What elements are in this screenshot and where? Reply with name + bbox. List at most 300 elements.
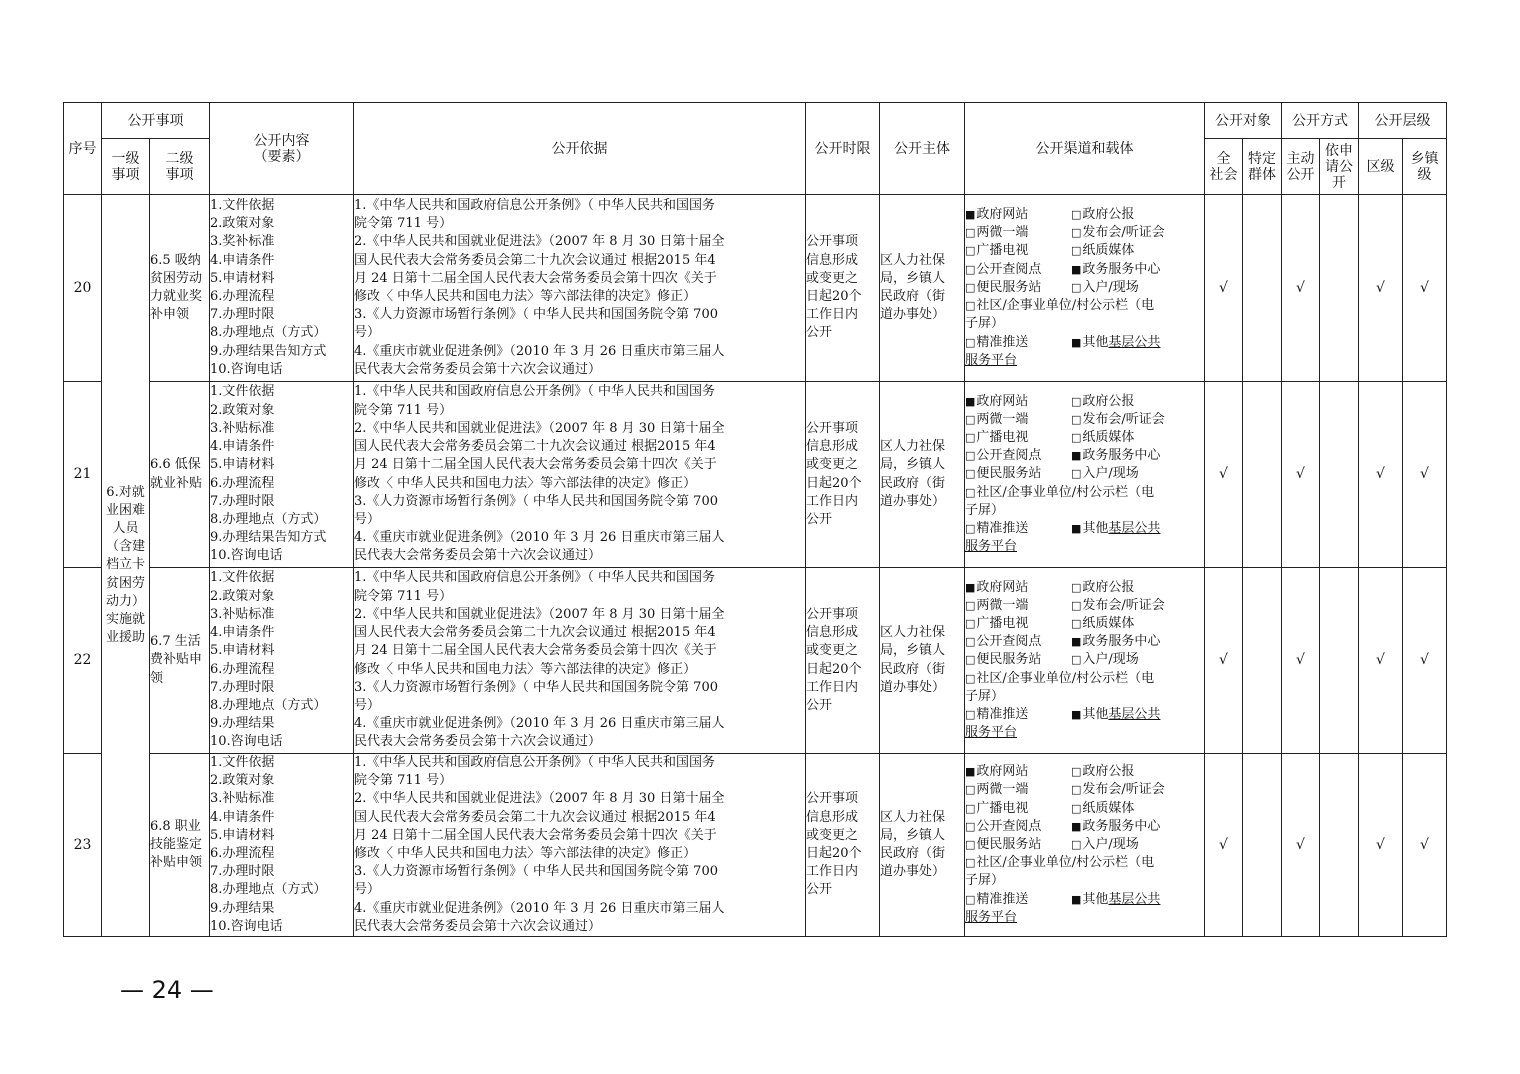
text-line: 2.政策对象 [210, 588, 275, 604]
header-seq: 序号 [64, 103, 102, 195]
text-line: 3.《人力资源市场暂行条例》（ 中华人民共和国国务院令第 700 [354, 493, 718, 509]
text-line: 公开 [806, 697, 833, 713]
unchecked-box-icon: □ [1071, 244, 1082, 258]
text-line: 民代表大会常务委员会第十六次会议通过） [354, 918, 602, 934]
check-active-mark: √ [1282, 195, 1320, 382]
channel-option: 入户/现场 [1082, 652, 1139, 668]
channel-option: 精准推送 [976, 334, 1029, 350]
check-active-mark: √ [1282, 382, 1320, 568]
channel-option: 便民服务站 [976, 836, 1042, 852]
unchecked-box-icon: □ [965, 708, 976, 721]
table-row [64, 382, 1447, 568]
text-line: 2.《中华人民共和国就业促进法》（2007 年 8 月 30 日第十届全 [354, 234, 725, 250]
unchecked-box-icon: □ [1071, 765, 1082, 779]
text-line: 或变更之 [806, 457, 859, 473]
level2-item: 6.8 职业技能鉴定补贴申领 [150, 754, 210, 937]
checked-box-icon: ■ [965, 394, 976, 408]
channel-list [965, 195, 1205, 382]
text-line: 公开 [806, 325, 833, 341]
check-request-mark [1320, 568, 1359, 754]
text-line: 修改〈 中华人民共和国电力法〉等六部法律的决定》修正） [354, 289, 697, 304]
text-line: 国人民代表大会常务委员会第二十九次会议通过 根据2015 年4 [354, 252, 716, 268]
checked-box-icon: ■ [1071, 335, 1082, 349]
time-limit [806, 568, 880, 754]
text-line: 5.申请材料 [210, 827, 275, 843]
text-line: 局，乡镇人 [880, 827, 946, 843]
channel-list [965, 754, 1205, 937]
unchecked-box-icon: □ [1071, 783, 1082, 797]
channel-option: 政务服务中心 [1082, 634, 1161, 650]
channel-list [965, 382, 1205, 568]
unchecked-box-icon: □ [1071, 412, 1082, 426]
channel-option: 政府网站 [976, 393, 1029, 409]
text-line: 国人民代表大会常务委员会第二十九次会议通过 根据2015 年4 [354, 439, 716, 455]
level2-item: 6.7 生活费补贴申领 [150, 568, 210, 754]
content-list [210, 754, 354, 937]
time-limit [806, 195, 880, 382]
check-specific-mark [1243, 382, 1282, 568]
channel-option: 便民服务站 [976, 466, 1042, 482]
check-town-mark: √ [1403, 382, 1447, 568]
other-channel-value-cont: 服务平台 [965, 725, 1018, 741]
text-line: 7.办理时限 [210, 307, 275, 323]
text-line: 4.《重庆市就业促进条例》（2010 年 3 月 26 日重庆市第三届人 [354, 716, 725, 732]
text-line: 公开事项 [806, 791, 859, 807]
text-line: 区人力社保 [880, 809, 946, 825]
unchecked-box-icon: □ [1071, 430, 1082, 444]
other-channel-value-cont: 服务平台 [965, 539, 1018, 555]
text-line: 公开事项 [806, 234, 859, 250]
basis-list [354, 382, 806, 568]
text-line: 1.文件依据 [210, 570, 275, 586]
text-line: 日起20个 [806, 846, 862, 862]
table-row [64, 754, 1447, 937]
channel-option: 其他 [1082, 334, 1109, 350]
header-item-l1: 一级 事项 [102, 139, 150, 195]
text-line: 日起20个 [806, 475, 862, 491]
header-target: 公开对象 [1205, 103, 1282, 139]
text-line: 6.办理流程 [210, 846, 275, 862]
channel-option: 入户/现场 [1082, 466, 1139, 482]
header-basis: 公开依据 [354, 103, 806, 195]
check-district-mark: √ [1359, 754, 1403, 937]
text-line: 8.办理地点（方式） [210, 697, 327, 713]
check-all-mark: √ [1205, 382, 1243, 568]
unchecked-box-icon: □ [965, 485, 976, 499]
text-line: 道办事处） [880, 679, 946, 695]
unchecked-box-icon: □ [965, 819, 976, 833]
subject [880, 195, 965, 382]
text-line: 1.《中华人民共和国政府信息公开条例》（ 中华人民共和国国务 [354, 755, 716, 770]
text-line: 6.办理流程 [210, 661, 275, 677]
text-line: 2.《中华人民共和国就业促进法》（2007 年 8 月 30 日第十届全 [354, 606, 725, 622]
text-line: 民政府（街 [880, 661, 946, 677]
channel-option: 两微一端 [976, 782, 1029, 798]
content-list [210, 382, 354, 568]
header-item: 公开事项 [102, 103, 210, 139]
check-specific-mark [1243, 568, 1282, 754]
channel-option: 政务服务中心 [1082, 448, 1161, 464]
check-town-mark: √ [1403, 754, 1447, 937]
unchecked-box-icon: □ [965, 262, 976, 276]
checked-box-icon: ■ [1071, 708, 1082, 721]
text-line: 2.政策对象 [210, 773, 275, 789]
channel-option: 纸质媒体 [1082, 615, 1135, 631]
channel-option: 便民服务站 [976, 279, 1042, 295]
unchecked-box-icon: □ [965, 299, 976, 313]
checked-box-icon: ■ [1071, 262, 1082, 276]
check-town-mark: √ [1403, 568, 1447, 754]
unchecked-box-icon: □ [965, 430, 976, 444]
text-line: 月 24 日第十二届全国人民代表大会常务委员会第十四次《关于 [354, 457, 717, 473]
text-line: 9.办理结果 [210, 900, 275, 916]
other-channel-value: 基层公共 [1108, 891, 1161, 907]
text-line: 2.政策对象 [210, 216, 275, 232]
text-line: 4.《重庆市就业促进条例》（2010 年 3 月 26 日重庆市第三届人 [354, 343, 725, 359]
text-line: 1.《中华人民共和国政府信息公开条例》（ 中华人民共和国国务 [354, 570, 716, 586]
unchecked-box-icon: □ [965, 616, 976, 630]
text-line: 公开事项 [806, 420, 859, 436]
text-line: 8.办理地点（方式） [210, 511, 327, 527]
row-number: 22 [64, 568, 102, 754]
check-district-mark: √ [1359, 568, 1403, 754]
check-specific-mark [1243, 754, 1282, 937]
channel-option: 其他 [1082, 707, 1109, 722]
header-content: 公开内容 （要素） [210, 103, 354, 195]
time-limit [806, 382, 880, 568]
check-active-mark: √ [1282, 754, 1320, 937]
row-number: 23 [64, 754, 102, 937]
check-district-mark: √ [1359, 382, 1403, 568]
text-line: 局，乡镇人 [880, 457, 946, 473]
text-line: 院令第 711 号） [354, 773, 453, 789]
unchecked-box-icon: □ [965, 280, 976, 294]
row-number: 21 [64, 382, 102, 568]
unchecked-box-icon: □ [1071, 598, 1082, 612]
subject [880, 382, 965, 568]
header-method-active: 主动 公开 [1282, 139, 1320, 195]
text-line: 6.办理流程 [210, 289, 275, 304]
text-line: 日起20个 [806, 661, 862, 677]
text-line: 6.办理流程 [210, 475, 275, 491]
unchecked-box-icon: □ [1071, 801, 1082, 815]
text-line: 7.办理时限 [210, 679, 275, 695]
channel-option: 政府公报 [1082, 393, 1135, 409]
text-line: 公开 [806, 511, 833, 527]
text-line: 10.咨询电话 [210, 734, 283, 750]
text-line: 5.申请材料 [210, 270, 275, 286]
text-line: 1.《中华人民共和国政府信息公开条例》（ 中华人民共和国国务 [354, 384, 716, 400]
text-line: 1.《中华人民共和国政府信息公开条例》（ 中华人民共和国国务 [354, 197, 716, 213]
subject [880, 568, 965, 754]
check-specific-mark [1243, 195, 1282, 382]
text-line: 9.办理结果告知方式 [210, 530, 327, 546]
unchecked-box-icon: □ [965, 522, 976, 535]
channel-option: 两微一端 [976, 225, 1029, 241]
channel-option: 纸质媒体 [1082, 243, 1135, 259]
text-line: 院令第 711 号） [354, 216, 453, 232]
checked-box-icon: ■ [1071, 522, 1082, 535]
content-list [210, 568, 354, 754]
channel-option: 社区/企事业单位/村公示栏（电 [976, 298, 1155, 314]
unchecked-box-icon: □ [1071, 280, 1082, 294]
table-row [64, 195, 1447, 382]
text-line: 5.申请材料 [210, 457, 275, 473]
unchecked-box-icon: □ [1071, 616, 1082, 630]
channel-option: 政府公报 [1082, 207, 1135, 223]
check-all-mark: √ [1205, 568, 1243, 754]
text-line: 日起20个 [806, 289, 862, 304]
channel-option: 广播电视 [976, 429, 1029, 445]
unchecked-box-icon: □ [1071, 653, 1082, 667]
unchecked-box-icon: □ [965, 335, 976, 349]
unchecked-box-icon: □ [965, 598, 976, 612]
disclosure-table [63, 102, 1447, 937]
text-line: 7.办理时限 [210, 864, 275, 880]
header-channel: 公开渠道和载体 [965, 103, 1205, 195]
row-number: 20 [64, 195, 102, 382]
text-line: 修改〈 中华人民共和国电力法〉等六部法律的决定》修正） [354, 846, 697, 862]
header-item-l2: 二级 事项 [150, 139, 210, 195]
channel-option: 社区/企事业单位/村公示栏（电 [976, 855, 1155, 871]
other-channel-value: 基层公共 [1108, 521, 1161, 536]
text-line: 区人力社保 [880, 439, 946, 455]
text-line: 院令第 711 号） [354, 588, 453, 604]
channel-option: 发布会/听证会 [1082, 225, 1165, 241]
text-line: 信息形成 [806, 439, 859, 455]
text-line: 国人民代表大会常务委员会第二十九次会议通过 根据2015 年4 [354, 625, 716, 641]
other-channel-value: 基层公共 [1108, 707, 1161, 722]
text-line: 号） [354, 882, 381, 898]
text-line: 民代表大会常务委员会第十六次会议通过） [354, 361, 602, 377]
unchecked-box-icon: □ [1071, 467, 1082, 481]
text-line: 公开 [806, 882, 833, 898]
text-line: 3.补贴标准 [210, 606, 275, 622]
text-line: 公开事项 [806, 606, 859, 622]
unchecked-box-icon: □ [1071, 394, 1082, 408]
unchecked-box-icon: □ [965, 449, 976, 463]
channel-option-cont: 子屏） [965, 316, 1005, 332]
content-list [210, 195, 354, 382]
channel-option: 精准推送 [976, 521, 1029, 536]
text-line: 号） [354, 511, 381, 527]
text-line: 4.《重庆市就业促进条例》（2010 年 3 月 26 日重庆市第三届人 [354, 530, 725, 546]
unchecked-box-icon: □ [1071, 837, 1082, 851]
text-line: 道办事处） [880, 493, 946, 509]
check-request-mark [1320, 754, 1359, 937]
text-line: 3.补贴标准 [210, 420, 275, 436]
channel-option: 便民服务站 [976, 652, 1042, 668]
text-line: 修改〈 中华人民共和国电力法〉等六部法律的决定》修正） [354, 661, 697, 677]
text-line: 4.申请条件 [210, 809, 275, 825]
channel-option-cont: 子屏） [965, 502, 1005, 518]
checked-box-icon: ■ [965, 765, 976, 779]
check-town-mark: √ [1403, 195, 1447, 382]
text-line: 号） [354, 325, 381, 341]
subject [880, 754, 965, 937]
channel-option: 其他 [1082, 891, 1109, 907]
text-line: 工作日内 [806, 864, 859, 880]
text-line: 5.申请材料 [210, 643, 275, 659]
channel-option: 发布会/听证会 [1082, 597, 1165, 613]
basis-list [354, 754, 806, 937]
text-line: 国人民代表大会常务委员会第二十九次会议通过 根据2015 年4 [354, 809, 716, 825]
text-line: 1.文件依据 [210, 755, 275, 770]
check-request-mark [1320, 382, 1359, 568]
text-line: 月 24 日第十二届全国人民代表大会常务委员会第十四次《关于 [354, 270, 717, 286]
text-line: 道办事处） [880, 307, 946, 323]
channel-option: 公开查阅点 [976, 448, 1042, 464]
text-line: 2.《中华人民共和国就业促进法》（2007 年 8 月 30 日第十届全 [354, 420, 725, 436]
text-line: 民代表大会常务委员会第十六次会议通过） [354, 734, 602, 750]
channel-option: 精准推送 [976, 707, 1029, 722]
channel-option: 发布会/听证会 [1082, 782, 1165, 798]
header-target-specific: 特定 群体 [1243, 139, 1282, 195]
unchecked-box-icon: □ [1071, 580, 1082, 594]
unchecked-box-icon: □ [965, 671, 976, 685]
checked-box-icon: ■ [965, 580, 976, 594]
header-time-limit: 公开时限 [806, 103, 880, 195]
unchecked-box-icon: □ [965, 892, 976, 906]
table-body [64, 195, 1447, 937]
level2-item: 6.6 低保就业补贴 [150, 382, 210, 568]
channel-option: 广播电视 [976, 615, 1029, 631]
text-line: 局，乡镇人 [880, 643, 946, 659]
text-line: 民政府（街 [880, 475, 946, 491]
text-line: 月 24 日第十二届全国人民代表大会常务委员会第十四次《关于 [354, 827, 717, 843]
channel-option: 两微一端 [976, 597, 1029, 613]
channel-option: 纸质媒体 [1082, 800, 1135, 816]
text-line: 或变更之 [806, 827, 859, 843]
text-line: 或变更之 [806, 270, 859, 286]
text-line: 区人力社保 [880, 625, 946, 641]
text-line: 8.办理地点（方式） [210, 882, 327, 898]
text-line: 月 24 日第十二届全国人民代表大会常务委员会第十四次《关于 [354, 643, 717, 659]
table-row [64, 568, 1447, 754]
basis-list [354, 568, 806, 754]
text-line: 10.咨询电话 [210, 548, 283, 564]
unchecked-box-icon: □ [965, 467, 976, 481]
text-line: 1.文件依据 [210, 197, 275, 213]
header-level-district: 区级 [1359, 139, 1403, 195]
text-line: 4.申请条件 [210, 439, 275, 455]
check-all-mark: √ [1205, 195, 1243, 382]
channel-option-cont: 子屏） [965, 873, 1005, 889]
text-line: 3.补贴标准 [210, 791, 275, 807]
channel-option: 公开查阅点 [976, 634, 1042, 650]
unchecked-box-icon: □ [965, 837, 976, 851]
text-line: 号） [354, 697, 381, 713]
channel-option: 广播电视 [976, 243, 1029, 259]
text-line: 民政府（街 [880, 846, 946, 862]
text-line: 2.政策对象 [210, 402, 275, 418]
channel-option: 发布会/听证会 [1082, 411, 1165, 427]
header-subject: 公开主体 [880, 103, 965, 195]
header-level-town: 乡镇 级 [1403, 139, 1447, 195]
text-line: 4.申请条件 [210, 625, 275, 641]
channel-option: 纸质媒体 [1082, 429, 1135, 445]
text-line: 修改〈 中华人民共和国电力法〉等六部法律的决定》修正） [354, 475, 697, 491]
time-limit [806, 754, 880, 937]
channel-option: 政务服务中心 [1082, 261, 1161, 277]
checked-box-icon: ■ [1071, 449, 1082, 463]
channel-option: 精准推送 [976, 891, 1029, 907]
header-target-all: 全 社会 [1205, 139, 1243, 195]
checked-box-icon: ■ [1071, 635, 1082, 649]
text-line: 民代表大会常务委员会第十六次会议通过） [354, 548, 602, 564]
check-active-mark: √ [1282, 568, 1320, 754]
unchecked-box-icon: □ [965, 635, 976, 649]
text-line: 9.办理结果 [210, 716, 275, 732]
text-line: 民政府（街 [880, 289, 946, 304]
text-line: 3.《人力资源市场暂行条例》（ 中华人民共和国国务院令第 700 [354, 307, 718, 323]
text-line: 信息形成 [806, 809, 859, 825]
channel-option-cont: 子屏） [965, 688, 1005, 704]
level2-item: 6.5 吸纳贫困劳动力就业奖补申领 [150, 195, 210, 382]
header-method-request: 依申 请公 开 [1320, 139, 1359, 195]
checked-box-icon: ■ [1071, 892, 1082, 906]
unchecked-box-icon: □ [965, 412, 976, 426]
text-line: 道办事处） [880, 864, 946, 880]
text-line: 院令第 711 号） [354, 402, 453, 418]
text-line: 工作日内 [806, 679, 859, 695]
other-channel-value: 基层公共 [1108, 334, 1161, 350]
channel-option: 广播电视 [976, 800, 1029, 816]
channel-option: 政府公报 [1082, 764, 1135, 780]
channel-option: 社区/企事业单位/村公示栏（电 [976, 484, 1155, 500]
text-line: 局，乡镇人 [880, 270, 946, 286]
text-line: 信息形成 [806, 625, 859, 641]
level1-item: 6.对就业困难人员（含建档立卡贫困劳动力）实施就业援助 [102, 195, 150, 937]
channel-option: 两微一端 [976, 411, 1029, 427]
header-level: 公开层级 [1359, 103, 1447, 139]
header-method: 公开方式 [1282, 103, 1359, 139]
channel-option: 政府网站 [976, 764, 1029, 780]
text-line: 区人力社保 [880, 252, 946, 268]
basis-list [354, 195, 806, 382]
unchecked-box-icon: □ [965, 783, 976, 797]
check-request-mark [1320, 195, 1359, 382]
text-line: 3.《人力资源市场暂行条例》（ 中华人民共和国国务院令第 700 [354, 864, 718, 880]
channel-option: 入户/现场 [1082, 279, 1139, 295]
unchecked-box-icon: □ [965, 244, 976, 258]
channel-option: 公开查阅点 [976, 261, 1042, 277]
check-district-mark: √ [1359, 195, 1403, 382]
text-line: 2.《中华人民共和国就业促进法》（2007 年 8 月 30 日第十届全 [354, 791, 725, 807]
channel-option: 其他 [1082, 521, 1109, 536]
unchecked-box-icon: □ [1071, 226, 1082, 240]
channel-list [965, 568, 1205, 754]
text-line: 1.文件依据 [210, 384, 275, 400]
text-line: 10.咨询电话 [210, 918, 283, 934]
channel-option: 政府网站 [976, 579, 1029, 595]
checked-box-icon: ■ [1071, 819, 1082, 833]
channel-option: 政务服务中心 [1082, 818, 1161, 834]
text-line: 10.咨询电话 [210, 361, 283, 377]
check-all-mark: √ [1205, 754, 1243, 937]
channel-option: 公开查阅点 [976, 818, 1042, 834]
page-number: — 24 — [120, 976, 214, 1004]
channel-option: 政府公报 [1082, 579, 1135, 595]
text-line: 8.办理地点（方式） [210, 325, 327, 341]
text-line: 工作日内 [806, 493, 859, 509]
channel-option: 社区/企事业单位/村公示栏（电 [976, 670, 1155, 686]
channel-option: 政府网站 [976, 207, 1029, 223]
text-line: 4.申请条件 [210, 252, 275, 268]
other-channel-value-cont: 服务平台 [965, 352, 1018, 368]
text-line: 3.《人力资源市场暂行条例》（ 中华人民共和国国务院令第 700 [354, 679, 718, 695]
unchecked-box-icon: □ [965, 653, 976, 667]
